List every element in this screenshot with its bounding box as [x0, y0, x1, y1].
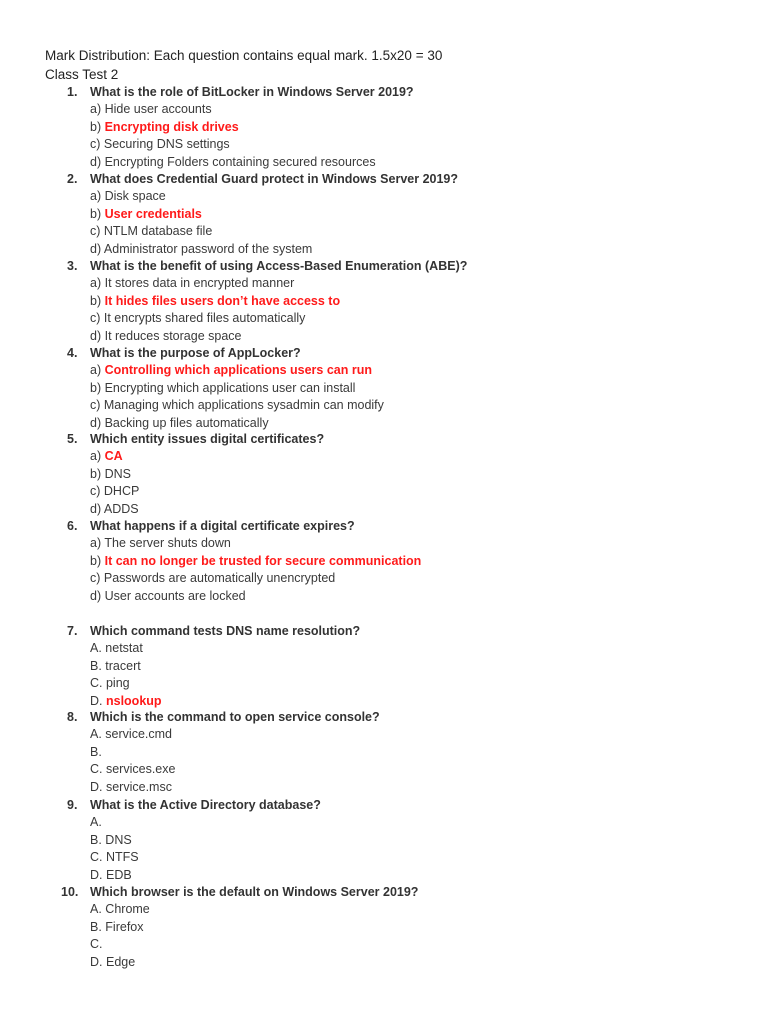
correct-answer-text: It can no longer be trusted for secure communication	[104, 553, 422, 568]
option-text: It reduces storage space	[104, 328, 242, 343]
question-text: Which entity issues digital certificates?	[90, 432, 325, 446]
option-text: It stores data in encrypted manner	[104, 276, 295, 291]
answer-option	[90, 275, 294, 292]
question-number: 4.	[67, 346, 78, 360]
answer-option	[90, 570, 335, 587]
answer-option	[90, 415, 269, 432]
correct-answer-text: User credentials	[104, 206, 202, 221]
answer-option	[90, 832, 132, 849]
correct-answer-text: nslookup	[105, 693, 162, 708]
question-text: Which is the command to open service console?	[90, 710, 380, 724]
question-number: 1.	[67, 85, 78, 99]
option-label: b)	[90, 206, 105, 221]
option-text: ADDS	[103, 501, 139, 516]
option-text: DNS	[104, 466, 131, 481]
option-label: d)	[90, 241, 104, 256]
answer-option	[90, 136, 230, 153]
correct-answer-text: CA	[104, 449, 123, 464]
answer-option	[90, 483, 139, 500]
option-label: d)	[90, 501, 104, 516]
answer-option	[90, 223, 212, 240]
option-text: tracert	[105, 658, 141, 673]
option-label: c)	[90, 224, 104, 239]
question-number: 5.	[67, 432, 78, 446]
option-text: service.cmd	[105, 727, 172, 742]
answer-option	[90, 397, 384, 414]
option-text: EDB	[105, 867, 132, 882]
question-text: Which command tests DNS name resolution?	[90, 624, 361, 638]
option-label: d)	[90, 328, 105, 343]
option-label: c)	[90, 571, 104, 586]
answer-option	[90, 188, 166, 205]
question-number: 2.	[67, 172, 78, 186]
answer-option	[90, 954, 135, 971]
answer-option	[90, 119, 239, 136]
option-label: B.	[90, 744, 102, 759]
answer-option	[90, 779, 172, 796]
option-label: b)	[90, 553, 105, 568]
option-text: DHCP	[103, 484, 140, 499]
answer-option	[90, 101, 212, 118]
option-text: It encrypts shared files automatically	[103, 311, 306, 326]
option-text: Administrator password of the system	[103, 241, 313, 256]
option-label: b)	[90, 380, 105, 395]
option-text: User accounts are locked	[104, 588, 246, 603]
answer-option	[90, 658, 141, 675]
answer-option	[90, 675, 130, 692]
option-text: NTLM database file	[103, 224, 213, 239]
option-label: A.	[90, 902, 106, 917]
question-number: 3.	[67, 259, 78, 273]
answer-option	[90, 206, 202, 223]
option-text: netstat	[105, 641, 143, 656]
question-number: 6.	[67, 519, 78, 533]
answer-option	[90, 936, 103, 953]
question-text: What is the role of BitLocker in Windows Server 2019?	[90, 85, 414, 99]
option-label: d)	[90, 588, 105, 603]
answer-option	[90, 328, 241, 345]
answer-option	[90, 640, 143, 657]
option-text: Encrypting which applications user can install	[104, 380, 356, 395]
option-text: Hide user accounts	[104, 102, 212, 117]
answer-option	[90, 154, 376, 171]
option-label: B.	[90, 658, 106, 673]
option-label: c)	[90, 311, 104, 326]
option-label: a)	[90, 276, 105, 291]
question-text: What does Credential Guard protect in Windows Server 2019?	[90, 172, 459, 186]
option-text: services.exe	[105, 762, 176, 777]
option-label: D.	[90, 779, 106, 794]
question-number: 10.	[61, 885, 79, 899]
answer-option	[90, 814, 102, 831]
question-number: 8.	[67, 710, 78, 724]
option-text: DNS	[105, 832, 132, 847]
question-text: What happens if a digital certificate expires?	[90, 519, 355, 533]
option-label: a)	[90, 536, 105, 551]
option-label: A.	[90, 727, 106, 742]
answer-option	[90, 362, 372, 379]
answer-option	[90, 535, 231, 552]
option-text: Edge	[105, 954, 136, 969]
answer-option	[90, 761, 175, 778]
option-label: b)	[90, 466, 105, 481]
option-text: Firefox	[105, 919, 144, 934]
answer-option	[90, 448, 123, 465]
option-text: Managing which applications sysadmin can modify	[103, 398, 384, 413]
option-label: C.	[90, 937, 103, 952]
answer-option	[90, 849, 139, 866]
answer-option	[90, 901, 150, 918]
option-text: service.msc	[105, 779, 172, 794]
option-label: a)	[90, 363, 105, 378]
option-label: C.	[90, 676, 106, 691]
answer-option	[90, 693, 162, 710]
question-text: What is the purpose of AppLocker?	[90, 346, 301, 360]
correct-answer-text: It hides files users don’t have access to	[104, 293, 341, 308]
option-label: a)	[90, 449, 105, 464]
correct-answer-text: Encrypting disk drives	[104, 119, 239, 134]
option-text: Chrome	[105, 902, 150, 917]
option-text: ping	[105, 676, 130, 691]
question-text: What is the benefit of using Access-Based Enumeration (ABE)?	[90, 259, 468, 273]
option-label: a)	[90, 102, 105, 117]
option-label: B.	[90, 919, 106, 934]
answer-option	[90, 293, 340, 310]
option-text: Backing up files automatically	[104, 415, 269, 430]
mark-distribution-text: Mark Distribution: Each question contains equal mark. 1.5x20 = 30	[45, 48, 443, 63]
question-number: 7.	[67, 624, 78, 638]
answer-option	[90, 241, 312, 258]
option-label: c)	[90, 398, 104, 413]
option-text: Securing DNS settings	[103, 137, 230, 152]
option-label: b)	[90, 119, 105, 134]
answer-option	[90, 726, 172, 743]
option-label: d)	[90, 154, 105, 169]
option-label: a)	[90, 189, 105, 204]
option-text: Passwords are automatically unencrypted	[103, 571, 336, 586]
answer-option	[90, 588, 246, 605]
option-text: The server shuts down	[104, 536, 231, 551]
option-label: A.	[90, 815, 102, 830]
option-label: A.	[90, 641, 106, 656]
answer-option	[90, 744, 102, 761]
answer-option	[90, 553, 421, 570]
option-label: d)	[90, 415, 105, 430]
option-label: D.	[90, 954, 106, 969]
test-title: Class Test 2	[45, 67, 119, 82]
question-text: What is the Active Directory database?	[90, 798, 321, 812]
answer-option	[90, 380, 355, 397]
answer-option	[90, 501, 139, 518]
option-label: C.	[90, 850, 106, 865]
option-label: B.	[90, 832, 106, 847]
option-label: D.	[90, 867, 106, 882]
answer-option	[90, 310, 305, 327]
option-text: NTFS	[105, 850, 139, 865]
option-label: c)	[90, 484, 104, 499]
option-label: C.	[90, 762, 106, 777]
option-text: Encrypting Folders containing secured resources	[104, 154, 376, 169]
answer-option	[90, 919, 144, 936]
answer-option	[90, 466, 131, 483]
answer-option	[90, 867, 132, 884]
option-text: Disk space	[104, 189, 166, 204]
option-label: D.	[90, 693, 106, 708]
option-label: b)	[90, 293, 105, 308]
option-label: c)	[90, 137, 104, 152]
correct-answer-text: Controlling which applications users can run	[104, 363, 372, 378]
question-text: Which browser is the default on Windows Server 2019?	[90, 885, 419, 899]
question-number: 9.	[67, 798, 78, 812]
